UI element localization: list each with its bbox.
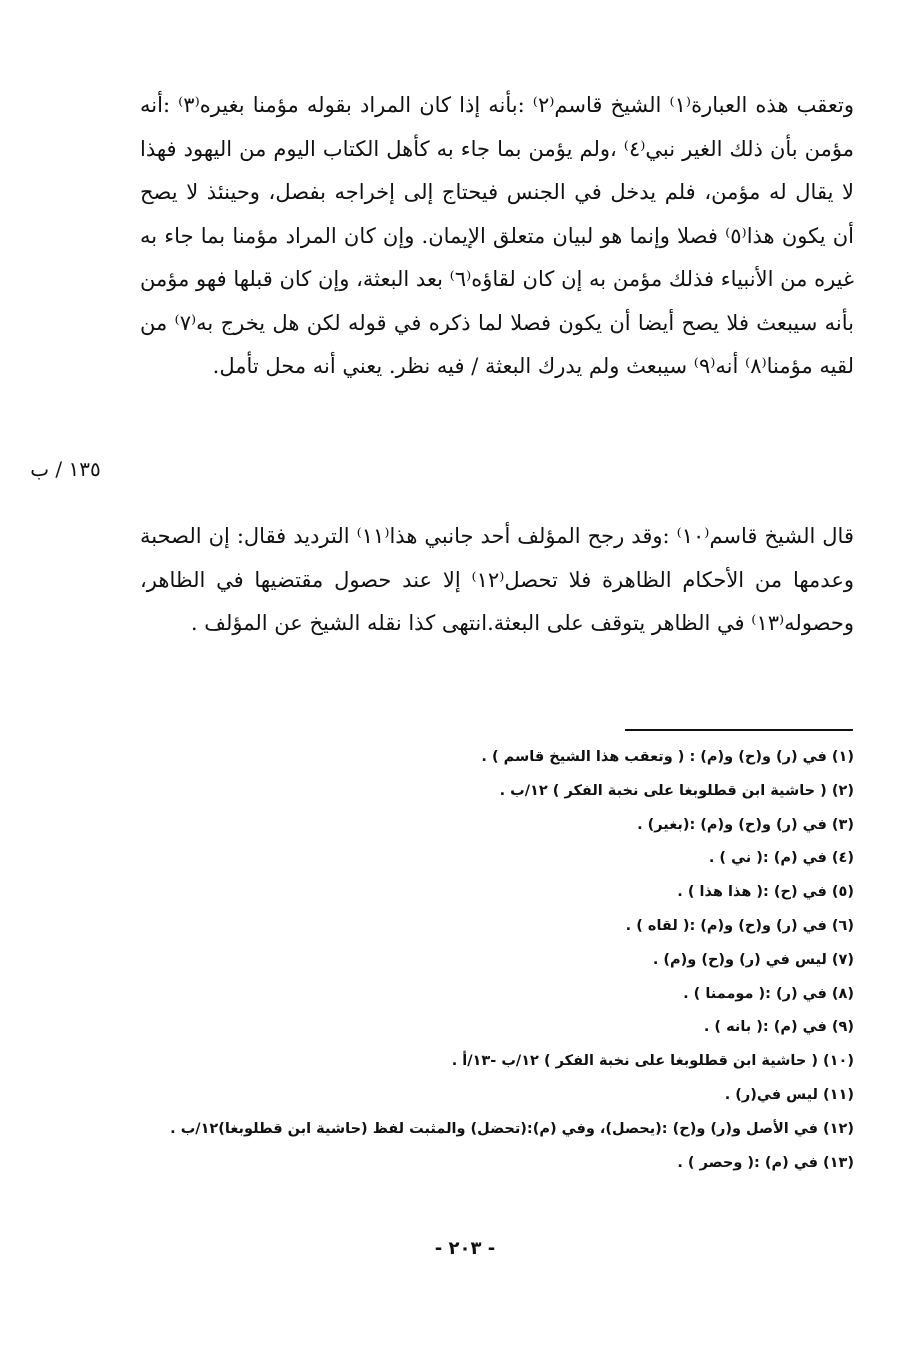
footnote-item: (١) في (ر) و(ح) و(م) : ( وتعقب هذا الشيخ قاسم ) . — [481, 749, 854, 765]
footnote-item: (٢) ( حاشية ابن قطلوبغا على نخبة الفكر ) ١٢/ب . — [499, 782, 854, 799]
footnote-item: (٤) في (م) :( ني ) . — [708, 850, 854, 867]
body-paragraph-1: وتعقب هذه العبارة⁽١⁾ الشيخ قاسم⁽٢⁾ :بأنه إذا كان المراد بقوله مؤمنا بغيره⁽٣⁾ :أنه مؤمن بأن ذلك الغير نبي⁽٤⁾ ،ولم يؤمن بما جاء به كأهل الكتاب اليوم من اليهود فهذا لا يقال له مؤمن، فلم يدخل في الجنس فيحتاج إلى إخراجه بفصل، وحينئذ لا يصح أن يكون هذا⁽٥⁾ فصلا وإنما هو لبيان متعلق الإيمان. وإن كان المراد مؤمنا بما جاء به غيره من الأنبياء فذلك مؤمن به إن كان لقاؤه⁽٦⁾ بعد البعثة، وإن كان قبلها فهو مؤمن بأنه سيبعث فلا يصح أيضا أن يكون فصلا لما ذكره في قوله لكن هل يخرج به⁽٧⁾ من لقيه مؤمنا⁽٨⁾ أنه⁽٩⁾ سيبعث ولم يدرك البعثة / فيه نظر. يعني أنه محل تأمل. — [140, 93, 854, 378]
footnote-item: (٧) ليس في (ر) و(ح) و(م) . — [652, 951, 854, 968]
footnote-item: (١٠) ( حاشية ابن قطلوبغا على نخبة الفكر ) ١٢/ب -١٣/أ . — [451, 1053, 854, 1070]
manuscript-folio-marker: ١٣٥ / ب — [30, 457, 101, 481]
footnotes-list — [140, 741, 854, 1180]
footnote-item: (٦) في (ر) و(ح) و(م) :( لقاه ) . — [625, 917, 854, 934]
footnote-item: (١١) ليس في(ر) . — [724, 1086, 854, 1103]
footnote-item: (٥) في (ح) :( هذا هذا ) . — [677, 884, 854, 901]
footnote-item: (١٣) في (م) :( وحصر ) . — [677, 1154, 854, 1171]
body-paragraph-2: قال الشيخ قاسم⁽١٠⁾ :وقد رجح المؤلف أحد جانبي هذا⁽١١⁾ الترديد فقال: إن الصحبة وعدمها من الأحكام الظاهرة فلا تحصل⁽١٢⁾ إلا عند حصول مقتضيها في الظاهر، وحصوله⁽١٣⁾ في الظاهر يتوقف على البعثة.انتهى كذا نقله الشيخ عن المؤلف . — [140, 524, 854, 635]
footnote-item: (٣) في (ر) و(ح) و(م) :(بغير) . — [637, 816, 854, 833]
footnote-item: (٨) في (ر) :( موممنا ) . — [683, 985, 854, 1002]
footnote-item: (٩) في (م) :( بانه ) . — [703, 1019, 854, 1036]
page-number: - ٢٠٣ - — [434, 1238, 496, 1259]
footnote-item: (١٢) في الأصل و(ر) و(ح) :(يحصل)، وفي (م):(تحضل) والمثبت لفظ (حاشية ابن قطلوبغا)١٢/ب . — [170, 1120, 854, 1137]
footnote-separator — [625, 729, 853, 731]
